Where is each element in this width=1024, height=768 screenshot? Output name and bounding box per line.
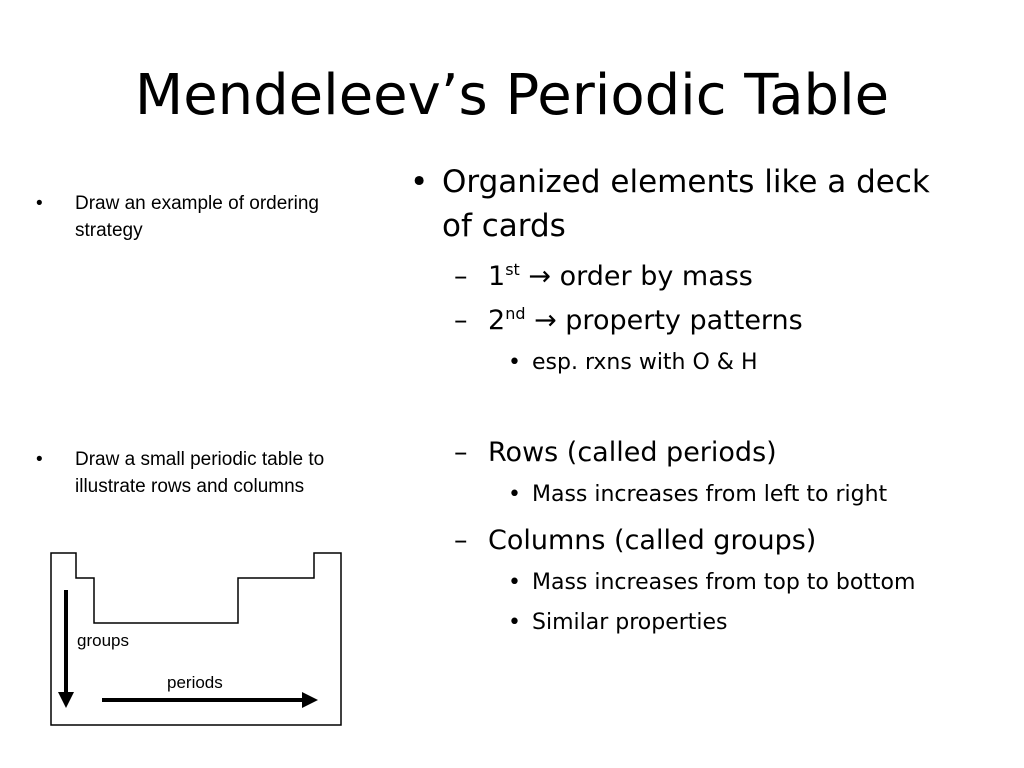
- left-note-table: [36, 446, 366, 500]
- bullet-text: Columns (called groups): [488, 525, 817, 556]
- bullet-marker: •: [508, 482, 521, 507]
- slide-title: Mendeleev’s Periodic Table: [134, 63, 890, 128]
- bullet-text: order by mass: [559, 261, 753, 292]
- dash-marker: –: [454, 261, 468, 292]
- note-text: Draw a small periodic table to illustrate rows and columns: [75, 449, 325, 497]
- bullet-marker: •: [410, 164, 429, 200]
- ordinal-suffix: nd: [505, 304, 526, 323]
- bullet-main: [404, 160, 964, 248]
- dash-marker: –: [454, 437, 468, 468]
- bullet-text: esp. rxns with O & H: [532, 350, 758, 375]
- dash-marker: –: [454, 525, 468, 556]
- ordinal-suffix: st: [505, 260, 520, 279]
- bullet-text: property patterns: [565, 305, 803, 336]
- bullet-text: Rows (called periods): [488, 437, 777, 468]
- bullet-text: Organized elements like a deck of cards: [442, 164, 930, 244]
- bullet-second-sub: [404, 346, 964, 380]
- ordinal-number: 2: [488, 305, 506, 336]
- bullet-marker: •: [508, 570, 521, 595]
- bullet-rows: [404, 434, 964, 472]
- bullet-columns-sub-2: [404, 606, 964, 640]
- bullet-marker: •: [508, 350, 521, 375]
- bullet-first: [404, 258, 964, 296]
- bullet-list: [404, 160, 964, 640]
- bullet-text: Mass increases from top to bottom: [532, 570, 916, 595]
- bullet-text: Mass increases from left to right: [532, 482, 888, 507]
- bullet-columns: [404, 522, 964, 560]
- periodic-table-sketch: [50, 552, 342, 726]
- bullet-marker: •: [36, 193, 43, 214]
- bullet-columns-sub-1: [404, 566, 964, 600]
- ordinal-number: 1: [488, 261, 506, 292]
- bullet-text: Similar properties: [532, 610, 728, 635]
- groups-label: groups: [77, 631, 129, 650]
- bullet-second: [404, 302, 964, 340]
- arrow-icon: →: [534, 305, 557, 336]
- groups-arrow-head: [58, 692, 74, 708]
- arrow-icon: →: [528, 261, 552, 292]
- left-note-ordering: [36, 190, 366, 244]
- periods-label: periods: [167, 673, 223, 692]
- note-text: Draw an example of ordering strategy: [75, 193, 319, 241]
- bullet-marker: •: [508, 610, 521, 635]
- periods-arrow-head: [302, 692, 318, 708]
- bullet-marker: •: [36, 449, 43, 470]
- bullet-rows-sub: [404, 478, 964, 512]
- dash-marker: –: [454, 305, 468, 336]
